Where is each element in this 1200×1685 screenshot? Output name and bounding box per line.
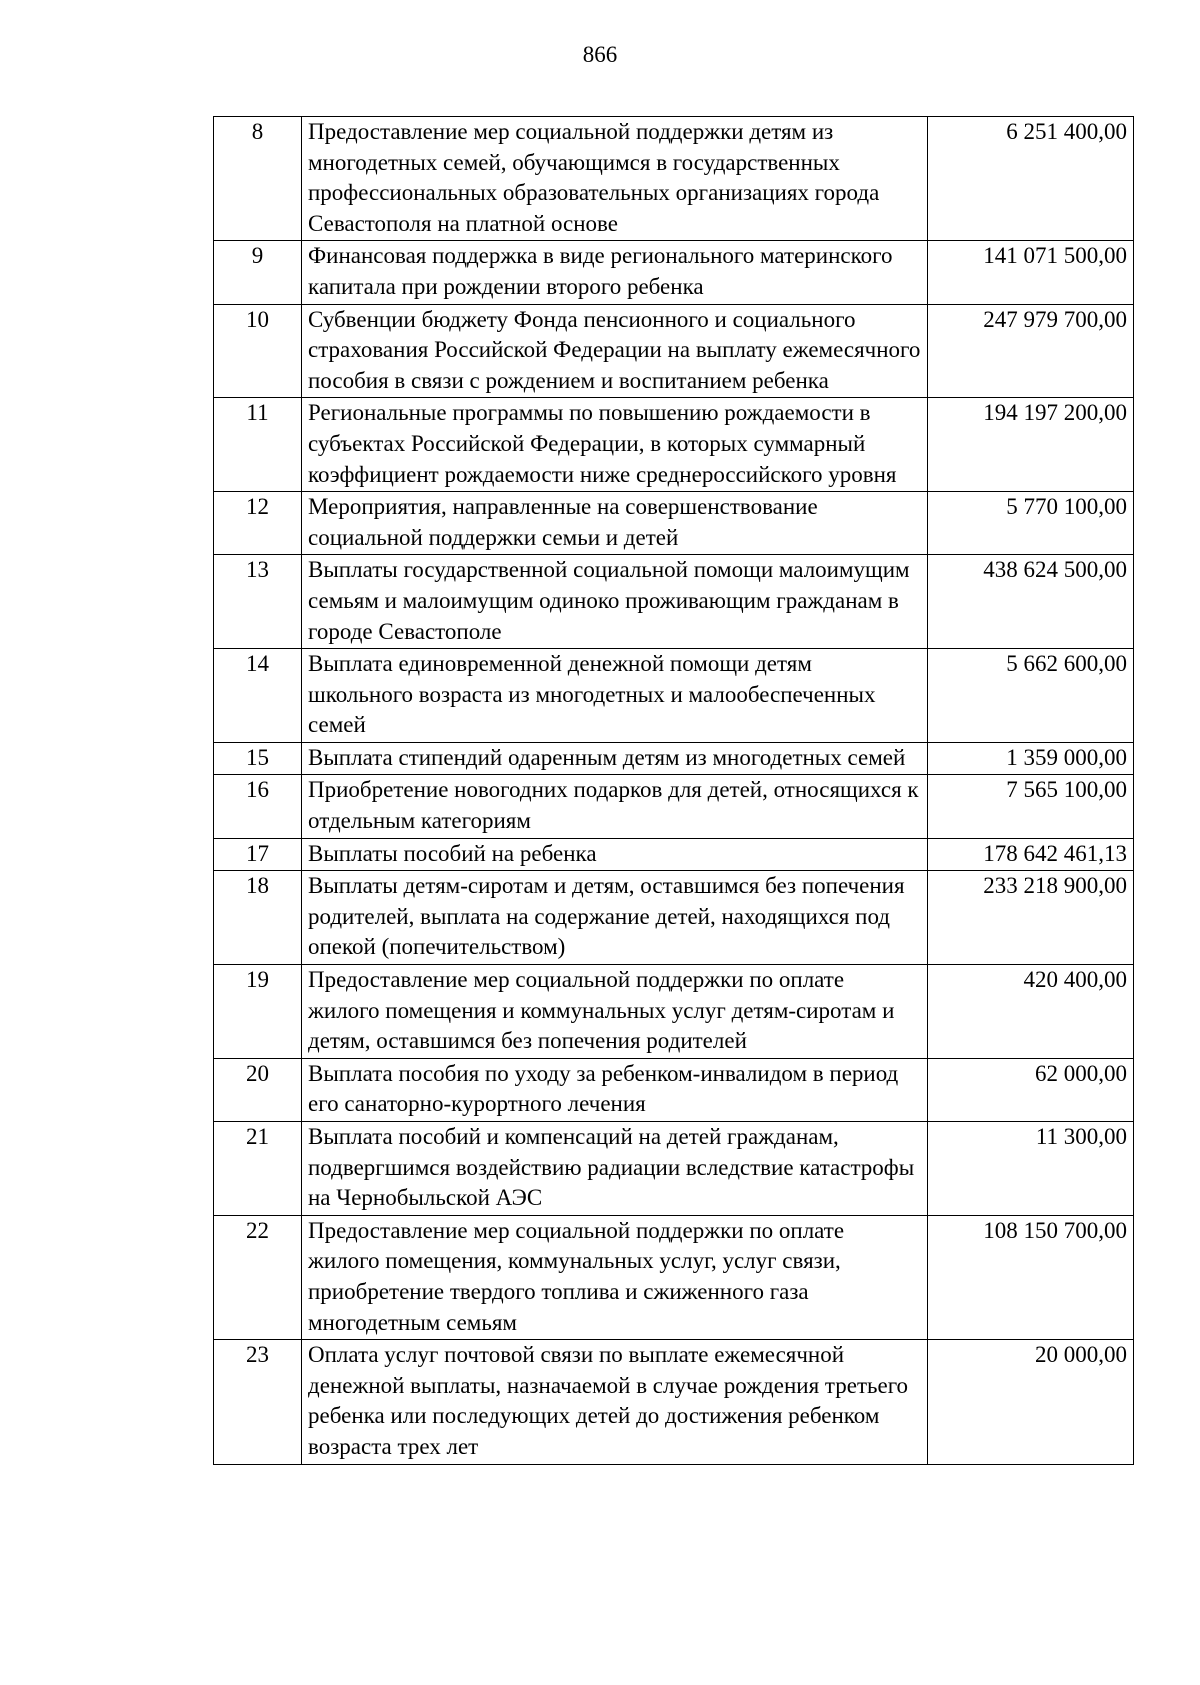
row-description: Финансовая поддержка в виде регионального материнского капитала при рождении второго ребенка (302, 241, 928, 304)
page-number: 866 (582, 42, 618, 67)
row-amount: 233 218 900,00 (928, 871, 1134, 965)
row-description: Выплата пособий и компенсаций на детей гражданам, подвергшимся воздействию радиации вследствие катастрофы на Чернобыльской АЭС (302, 1122, 928, 1216)
row-description: Предоставление мер социальной поддержки по оплате жилого помещения и коммунальных услуг детям-сиротам и детям, оставшимся без попечения родителей (302, 965, 928, 1059)
row-number: 9 (214, 241, 302, 304)
row-number: 12 (214, 492, 302, 555)
row-description: Предоставление мер социальной поддержки по оплате жилого помещения, коммунальных услуг, услуг связи, приобретение твердого топлива и сжиженного газа многодетным семьям (302, 1215, 928, 1339)
row-description: Выплаты детям-сиротам и детям, оставшимся без попечения родителей, выплата на содержание детей, находящихся под опекой (попечительством) (302, 871, 928, 965)
table-row (214, 965, 1134, 1059)
table-row (214, 1215, 1134, 1339)
row-number: 15 (214, 742, 302, 775)
row-number: 16 (214, 775, 302, 838)
row-description: Выплаты государственной социальной помощи малоимущим семьям и малоимущим одиноко проживающим гражданам в городе Севастополе (302, 555, 928, 649)
row-number: 10 (214, 304, 302, 398)
table-row (214, 1122, 1134, 1216)
row-number: 20 (214, 1058, 302, 1121)
row-description: Субвенции бюджету Фонда пенсионного и социального страхования Российской Федерации на выплату ежемесячного пособия в связи с рождением и воспитанием ребенка (302, 304, 928, 398)
table-row (214, 775, 1134, 838)
row-amount: 11 300,00 (928, 1122, 1134, 1216)
row-amount: 141 071 500,00 (928, 241, 1134, 304)
row-number: 8 (214, 117, 302, 241)
row-description: Выплата единовременной денежной помощи детям школьного возраста из многодетных и малообеспеченных семей (302, 649, 928, 743)
table-row (214, 398, 1134, 492)
row-number: 13 (214, 555, 302, 649)
row-amount: 7 565 100,00 (928, 775, 1134, 838)
row-number: 21 (214, 1122, 302, 1216)
table-row (214, 649, 1134, 743)
row-number: 19 (214, 965, 302, 1059)
budget-table (213, 116, 1134, 1465)
row-amount: 420 400,00 (928, 965, 1134, 1059)
row-number: 22 (214, 1215, 302, 1339)
row-amount: 1 359 000,00 (928, 742, 1134, 775)
table-row (214, 117, 1134, 241)
row-number: 11 (214, 398, 302, 492)
row-number: 18 (214, 871, 302, 965)
table-row (214, 742, 1134, 775)
table-row (214, 871, 1134, 965)
row-amount: 194 197 200,00 (928, 398, 1134, 492)
row-amount: 5 770 100,00 (928, 492, 1134, 555)
row-amount: 62 000,00 (928, 1058, 1134, 1121)
row-number: 23 (214, 1340, 302, 1464)
row-description: Выплаты пособий на ребенка (302, 838, 928, 871)
row-description: Мероприятия, направленные на совершенствование социальной поддержки семьи и детей (302, 492, 928, 555)
row-number: 17 (214, 838, 302, 871)
table-row (214, 304, 1134, 398)
row-amount: 178 642 461,13 (928, 838, 1134, 871)
table-row (214, 838, 1134, 871)
row-description: Оплата услуг почтовой связи по выплате ежемесячной денежной выплаты, назначаемой в случае рождения третьего ребенка или последующих детей до достижения ребенком возраста трех лет (302, 1340, 928, 1464)
row-description: Предоставление мер социальной поддержки детям из многодетных семей, обучающимся в государственных профессиональных образовательных организациях города Севастополя на платной основе (302, 117, 928, 241)
row-amount: 20 000,00 (928, 1340, 1134, 1464)
table-row (214, 492, 1134, 555)
table-row (214, 1058, 1134, 1121)
row-amount: 247 979 700,00 (928, 304, 1134, 398)
row-amount: 438 624 500,00 (928, 555, 1134, 649)
row-number: 14 (214, 649, 302, 743)
row-description: Приобретение новогодних подарков для детей, относящихся к отдельным категориям (302, 775, 928, 838)
budget-table-body (214, 117, 1134, 1465)
table-row (214, 241, 1134, 304)
row-amount: 108 150 700,00 (928, 1215, 1134, 1339)
row-description: Выплата стипендий одаренным детям из многодетных семей (302, 742, 928, 775)
row-amount: 6 251 400,00 (928, 117, 1134, 241)
table-row (214, 555, 1134, 649)
row-amount: 5 662 600,00 (928, 649, 1134, 743)
table-row (214, 1340, 1134, 1464)
row-description: Выплата пособия по уходу за ребенком-инвалидом в период его санаторно-курортного лечения (302, 1058, 928, 1121)
row-description: Региональные программы по повышению рождаемости в субъектах Российской Федерации, в которых суммарный коэффициент рождаемости ниже среднероссийского уровня (302, 398, 928, 492)
